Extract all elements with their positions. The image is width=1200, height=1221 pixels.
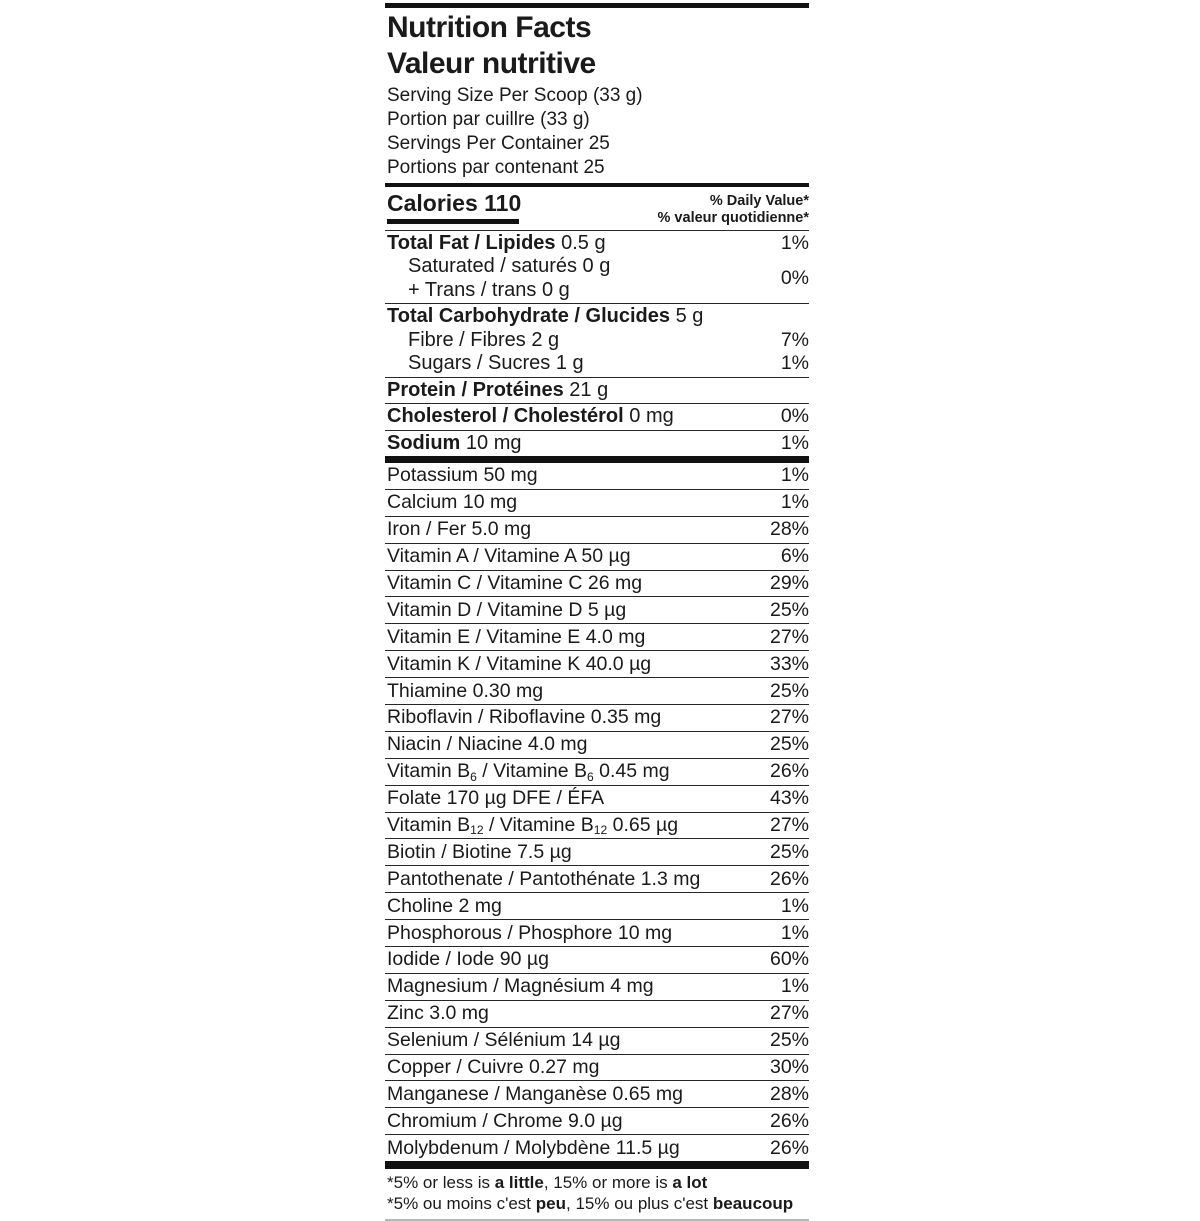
thick-divider-bottom bbox=[385, 1161, 809, 1169]
nutrient-name-line bbox=[387, 1002, 489, 1025]
nutrient-name-line bbox=[387, 279, 610, 303]
nutrient-name bbox=[387, 1056, 599, 1079]
micronutrient-table bbox=[385, 463, 809, 1161]
daily-value-percent: 30% bbox=[769, 1056, 809, 1079]
text-segment: Folate 170 µg DFE / ÉFA bbox=[387, 787, 605, 810]
text-segment: / Vitamine B bbox=[483, 814, 594, 837]
nutrient-row bbox=[385, 758, 809, 785]
nutrient-name bbox=[387, 572, 642, 595]
nutrient-name bbox=[387, 405, 674, 429]
nutrient-name-line bbox=[387, 432, 522, 456]
nutrient-name bbox=[387, 733, 588, 756]
nutrient-row bbox=[385, 731, 809, 758]
daily-value-percent: 28% bbox=[769, 518, 809, 541]
nutrient-name bbox=[387, 680, 543, 703]
nutrient-name bbox=[387, 545, 631, 568]
text-segment: Total Fat / Lipides bbox=[387, 231, 556, 254]
daily-value-percent: 25% bbox=[769, 1029, 809, 1052]
nutrient-name bbox=[387, 895, 502, 918]
nutrient-name-line bbox=[387, 706, 661, 729]
calories-row bbox=[385, 187, 809, 230]
nutrient-name bbox=[387, 1029, 620, 1052]
nutrient-name-line bbox=[387, 379, 608, 403]
nutrient-name-line bbox=[387, 255, 610, 279]
text-segment: 6 bbox=[587, 769, 594, 784]
text-segment: Vitamin A / Vitamine A 50 µg bbox=[387, 545, 631, 568]
nutrient-name bbox=[387, 464, 538, 487]
nutrient-row bbox=[385, 623, 809, 650]
daily-value-percent: 27% bbox=[769, 814, 809, 837]
text-segment: 10 mg bbox=[460, 431, 522, 454]
nutrient-name bbox=[387, 379, 608, 403]
nutrient-row bbox=[385, 232, 809, 256]
nutrient-row bbox=[385, 570, 809, 597]
text-segment: Iron / Fer 5.0 mg bbox=[387, 518, 532, 541]
nutrient-name-line bbox=[387, 1029, 620, 1052]
nutrient-name-line bbox=[387, 787, 604, 810]
daily-value-percent: 26% bbox=[769, 1109, 809, 1132]
text-segment: Riboflavin / Riboflavine 0.35 mg bbox=[387, 706, 662, 729]
daily-value-percent: 29% bbox=[769, 572, 809, 594]
text-segment: peu bbox=[535, 1194, 566, 1214]
text-segment: Total Carbohydrate / Glucides bbox=[387, 305, 671, 327]
nutrient-name bbox=[387, 626, 645, 649]
nutrient-name bbox=[387, 814, 678, 837]
daily-value-percent: 25% bbox=[769, 840, 809, 863]
nutrient-name bbox=[387, 975, 654, 998]
nutrient-row bbox=[385, 785, 809, 812]
nutrient-row bbox=[385, 677, 809, 704]
nutrient-name bbox=[387, 232, 606, 256]
nutrient-name bbox=[387, 305, 703, 329]
nutrient-row bbox=[385, 1080, 809, 1107]
daily-value-percent: 33% bbox=[769, 652, 809, 675]
text-segment: Magnesium / Magnésium 4 mg bbox=[387, 975, 654, 998]
daily-value-percent: 1% bbox=[780, 231, 809, 254]
text-segment: Vitamin E / Vitamine E 4.0 mg bbox=[387, 625, 646, 648]
text-segment: , 15% ou plus c'est bbox=[566, 1194, 713, 1214]
nutrient-name-line bbox=[387, 1056, 599, 1079]
nutrient-row bbox=[385, 1134, 809, 1161]
nutrient-name-line bbox=[387, 922, 672, 945]
daily-value-percent: 27% bbox=[769, 706, 809, 729]
nutrient-name bbox=[387, 518, 531, 541]
nutrient-row bbox=[385, 865, 809, 892]
nutrient-row bbox=[385, 255, 809, 302]
nutrition-facts-label bbox=[385, 0, 809, 1221]
text-segment: 0.65 µg bbox=[607, 814, 679, 837]
text-segment: Niacin / Niacine 4.0 mg bbox=[387, 733, 588, 756]
nutrient-name-line bbox=[387, 232, 606, 256]
text-segment: 5 g bbox=[670, 305, 704, 327]
daily-value-percent: 1% bbox=[780, 431, 809, 454]
nutrient-name-line bbox=[387, 841, 572, 864]
text-segment: Vitamin K / Vitamine K 40.0 µg bbox=[387, 652, 652, 675]
nutrient-name bbox=[387, 653, 651, 676]
text-segment: 12 bbox=[593, 823, 608, 838]
text-segment: 12 bbox=[470, 823, 484, 838]
nutrient-name-line bbox=[387, 868, 700, 891]
nutrient-name-line bbox=[387, 733, 588, 756]
nutrient-name-line bbox=[387, 975, 654, 998]
nutrient-name-line bbox=[387, 545, 631, 568]
daily-value-percent: 1% bbox=[780, 975, 809, 998]
nutrient-name bbox=[387, 1110, 623, 1133]
text-segment: Fibre / Fibres 2 g bbox=[408, 328, 560, 351]
nutrient-name-line bbox=[387, 572, 642, 595]
nutrient-row bbox=[385, 379, 809, 403]
text-segment: *5% ou moins c'est bbox=[387, 1194, 536, 1214]
nutrient-row bbox=[385, 1107, 809, 1134]
serving-size-line-fr: Portion par cuillre (33 g) bbox=[387, 109, 590, 130]
nutrient-row bbox=[385, 432, 809, 456]
footnote-line bbox=[387, 1172, 809, 1193]
calories-underline bbox=[387, 219, 519, 224]
nutrient-row bbox=[385, 812, 809, 839]
daily-value-percent: 7% bbox=[780, 328, 809, 351]
text-segment: Copper / Cuivre 0.27 mg bbox=[387, 1056, 600, 1079]
text-segment: Iodide / Iode 90 µg bbox=[387, 948, 549, 971]
nutrient-name bbox=[387, 948, 549, 971]
nutrient-row bbox=[385, 946, 809, 973]
text-segment: Manganese / Manganèse 0.65 mg bbox=[387, 1082, 683, 1105]
nutrient-name-line bbox=[387, 653, 651, 676]
daily-value-percent: 1% bbox=[780, 894, 809, 917]
text-segment: Chromium / Chrome 9.0 µg bbox=[387, 1109, 623, 1132]
daily-value-percent: 27% bbox=[769, 1002, 809, 1025]
nutrient-name-line bbox=[387, 760, 670, 783]
nutrient-section bbox=[385, 377, 809, 404]
nutrient-row bbox=[385, 463, 809, 489]
nutrient-name-line bbox=[387, 518, 531, 541]
text-segment: 6 bbox=[470, 769, 477, 784]
text-segment: Sodium bbox=[387, 431, 461, 454]
nutrient-name bbox=[387, 760, 670, 783]
nutrient-row bbox=[385, 892, 809, 919]
nutrient-name bbox=[387, 841, 572, 864]
nutrient-name bbox=[387, 1083, 683, 1106]
daily-value-header bbox=[658, 191, 809, 228]
text-segment: a lot bbox=[672, 1173, 708, 1193]
nutrient-row bbox=[385, 489, 809, 516]
nutrient-name bbox=[387, 868, 700, 891]
daily-value-percent: 25% bbox=[769, 679, 809, 702]
daily-value-percent: 25% bbox=[769, 733, 809, 756]
nutrient-name-line bbox=[387, 948, 549, 971]
nutrient-name-line bbox=[387, 352, 584, 376]
nutrient-row bbox=[385, 352, 809, 376]
text-segment: Choline 2 mg bbox=[387, 894, 502, 917]
nutrient-name-line bbox=[387, 305, 703, 329]
nutrient-row bbox=[385, 1000, 809, 1027]
servings-per-container-en: Servings Per Container 25 bbox=[387, 133, 610, 154]
nutrient-row bbox=[385, 329, 809, 353]
text-segment: *5% or less is bbox=[387, 1173, 495, 1193]
daily-value-percent: 0% bbox=[780, 405, 809, 428]
text-segment: a little bbox=[494, 1173, 544, 1193]
nutrient-name-line bbox=[387, 1110, 623, 1133]
nutrient-section bbox=[385, 403, 809, 430]
nutrient-name-line bbox=[387, 491, 517, 514]
text-segment: Phosphorous / Phosphore 10 mg bbox=[387, 921, 673, 944]
daily-value-percent: 1% bbox=[780, 921, 809, 944]
nutrient-row bbox=[385, 650, 809, 677]
text-segment: Sugars / Sucres 1 g bbox=[408, 352, 584, 374]
text-segment: + Trans / trans 0 g bbox=[408, 278, 570, 301]
nutrient-row bbox=[385, 973, 809, 1000]
nutrient-name bbox=[387, 922, 672, 945]
daily-value-percent: 25% bbox=[769, 598, 809, 621]
text-segment: 0.5 g bbox=[555, 231, 606, 254]
nutrient-row bbox=[385, 919, 809, 946]
label-title-fr: Valeur nutritive bbox=[387, 47, 596, 80]
text-segment: Molybdenum / Molybdène 11.5 µg bbox=[387, 1136, 680, 1159]
nutrient-name-line bbox=[387, 1083, 683, 1106]
nutrient-name bbox=[387, 255, 610, 302]
servings-per-container-fr: Portions par contenant 25 bbox=[387, 157, 605, 178]
daily-value-percent: 26% bbox=[769, 760, 809, 783]
text-segment: , 15% or more is bbox=[543, 1173, 673, 1193]
nutrient-name bbox=[387, 491, 517, 514]
nutrient-name-line bbox=[387, 680, 543, 703]
text-segment: Selenium / Sélénium 14 µg bbox=[387, 1029, 621, 1052]
nutrient-name bbox=[387, 706, 661, 729]
calories-value: Calories 110 bbox=[387, 189, 522, 216]
nutrient-row bbox=[385, 704, 809, 731]
nutrient-row bbox=[385, 305, 809, 329]
nutrient-section bbox=[385, 230, 809, 304]
daily-value-header-fr: % valeur quotidienne* bbox=[657, 210, 809, 226]
footnote-line bbox=[387, 1193, 809, 1214]
text-segment: 0.45 mg bbox=[593, 760, 670, 783]
nutrient-section bbox=[385, 430, 809, 457]
nutrient-name bbox=[387, 599, 626, 622]
nutrient-name-line bbox=[387, 329, 559, 353]
nutrient-name bbox=[387, 329, 559, 353]
text-segment: 21 g bbox=[563, 378, 609, 401]
nutrient-name-line bbox=[387, 895, 502, 918]
daily-value-percent: 28% bbox=[769, 1082, 809, 1105]
daily-value-percent: 60% bbox=[769, 948, 809, 971]
nutrient-name-line bbox=[387, 626, 645, 649]
text-segment: Biotin / Biotine 7.5 µg bbox=[387, 840, 572, 863]
daily-value-percent: 26% bbox=[769, 867, 809, 890]
text-segment: Saturated / saturés 0 g bbox=[408, 255, 611, 277]
nutrient-name bbox=[387, 787, 604, 810]
text-segment: Vitamin B bbox=[387, 814, 471, 837]
label-title-en: Nutrition Facts bbox=[387, 11, 592, 44]
serving-info bbox=[387, 84, 809, 180]
daily-value-header-en: % Daily Value* bbox=[709, 192, 809, 209]
thick-divider bbox=[385, 456, 809, 463]
text-segment: Cholesterol / Cholestérol bbox=[387, 405, 624, 427]
daily-value-percent: 1% bbox=[780, 491, 809, 514]
nutrient-row bbox=[385, 596, 809, 623]
text-segment: beaucoup bbox=[712, 1194, 794, 1214]
daily-value-percent: 27% bbox=[769, 625, 809, 648]
daily-value-percent: 0% bbox=[780, 267, 809, 289]
nutrient-name-line bbox=[387, 405, 674, 429]
text-segment: Potassium 50 mg bbox=[387, 464, 538, 487]
text-segment: Pantothenate / Pantothénate 1.3 mg bbox=[387, 867, 701, 890]
daily-value-percent: 1% bbox=[780, 464, 809, 487]
text-segment: Vitamin C / Vitamine C 26 mg bbox=[387, 572, 643, 594]
nutrient-name-line bbox=[387, 464, 538, 487]
top-divider bbox=[385, 3, 809, 8]
text-segment: Vitamin B bbox=[387, 760, 471, 783]
footnotes bbox=[385, 1169, 809, 1216]
nutrient-section bbox=[385, 303, 809, 377]
text-segment: / Vitamine B bbox=[476, 760, 588, 783]
calories-block bbox=[387, 191, 521, 224]
daily-value-percent: 26% bbox=[769, 1136, 809, 1159]
nutrient-name bbox=[387, 1002, 489, 1025]
nutrient-row bbox=[385, 543, 809, 570]
text-segment: Zinc 3.0 mg bbox=[387, 1002, 489, 1025]
nutrient-row bbox=[385, 838, 809, 865]
nutrient-row bbox=[385, 1054, 809, 1081]
nutrient-name bbox=[387, 352, 584, 376]
nutrient-name-line bbox=[387, 599, 626, 622]
text-segment: Thiamine 0.30 mg bbox=[387, 679, 544, 702]
nutrient-row bbox=[385, 516, 809, 543]
text-segment: Calcium 10 mg bbox=[387, 491, 518, 514]
text-segment: Vitamin D / Vitamine D 5 µg bbox=[387, 598, 627, 621]
text-segment: 0 mg bbox=[623, 405, 674, 427]
nutrient-row bbox=[385, 405, 809, 429]
daily-value-percent: 6% bbox=[780, 545, 809, 568]
serving-size-line-en: Serving Size Per Scoop (33 g) bbox=[387, 85, 643, 106]
daily-value-percent: 43% bbox=[769, 787, 809, 810]
text-segment: Protein / Protéines bbox=[387, 378, 564, 401]
nutrient-name-line bbox=[387, 1137, 680, 1160]
nutrient-row bbox=[385, 1027, 809, 1054]
daily-value-percent: 1% bbox=[780, 352, 809, 375]
macro-sections bbox=[385, 230, 809, 457]
nutrient-name bbox=[387, 1137, 680, 1160]
nutrient-name bbox=[387, 432, 522, 456]
nutrient-name-line bbox=[387, 814, 678, 837]
